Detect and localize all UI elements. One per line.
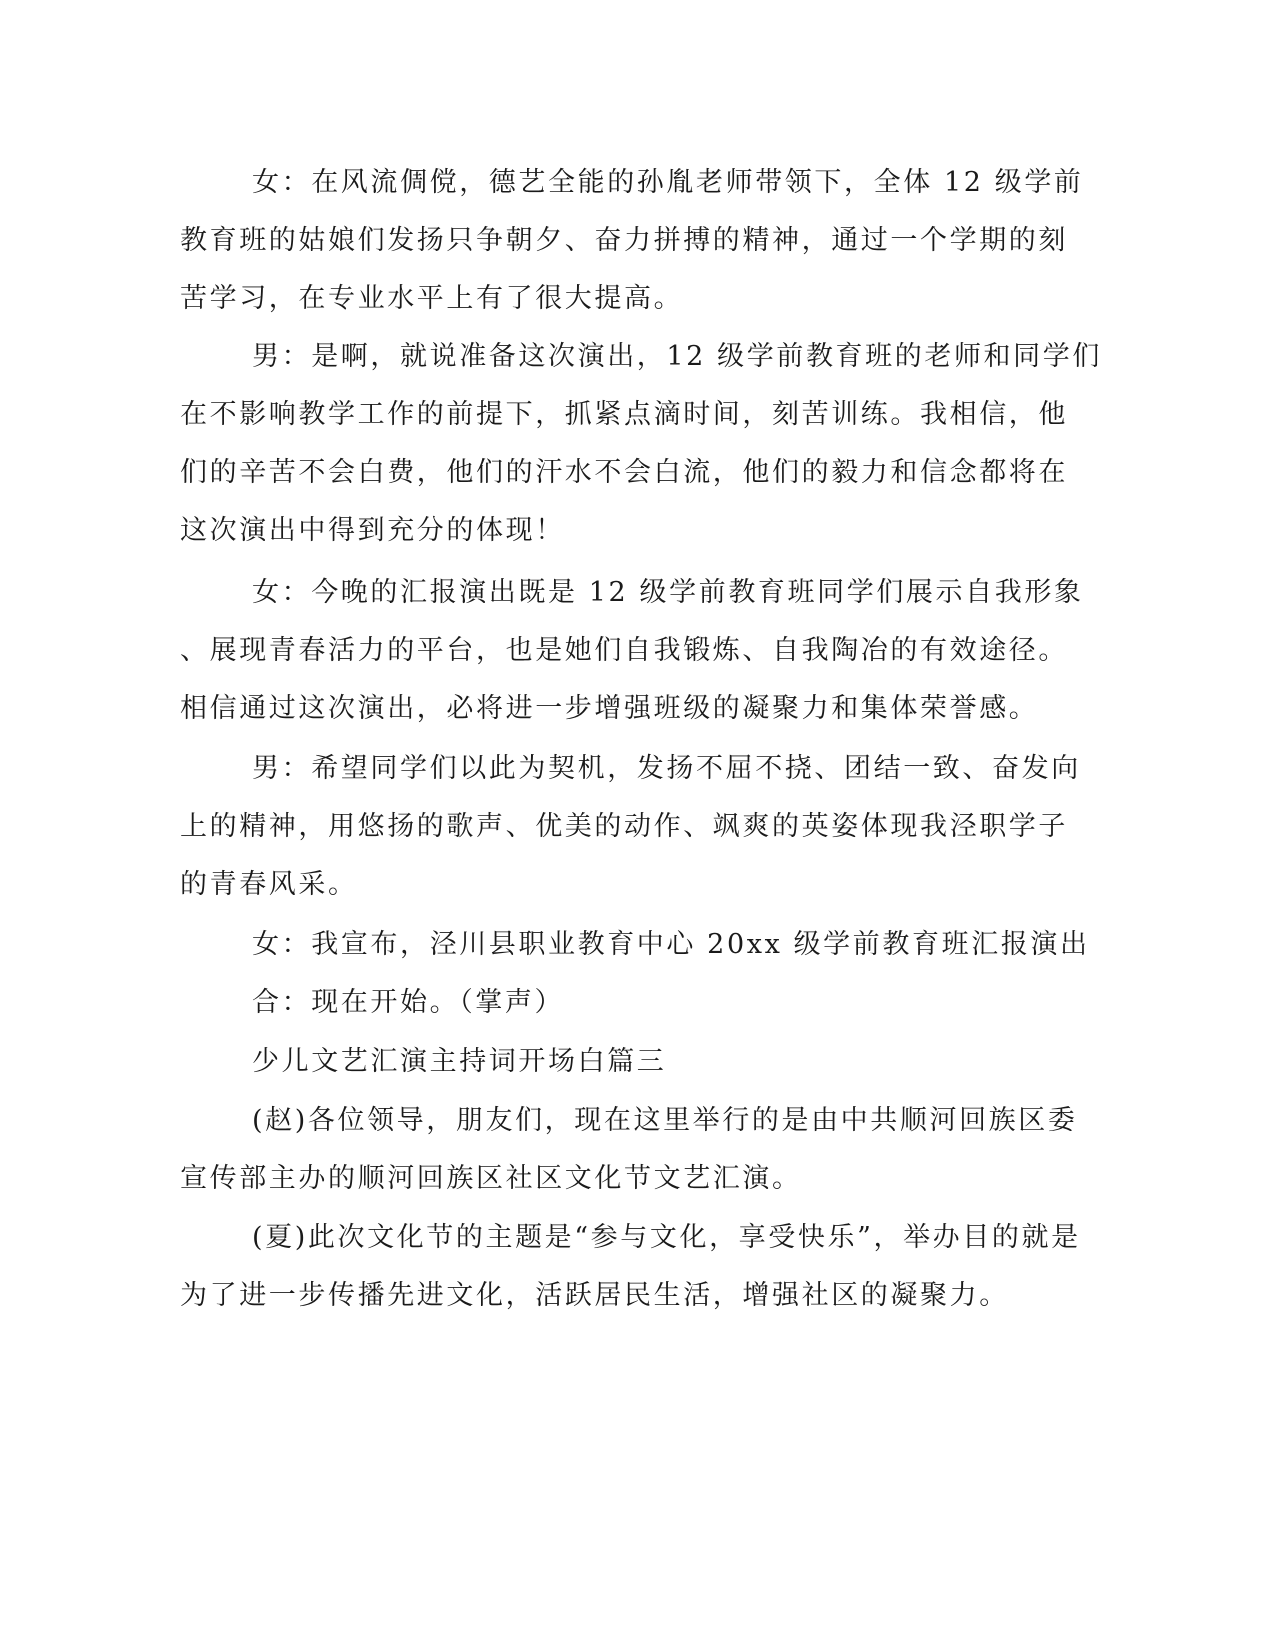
paragraph-line: 这次演出中得到充分的体现！ — [180, 515, 565, 546]
paragraph-line: (赵)各位领导，朋友们，现在这里举行的是由中共顺河回族区委 — [252, 1105, 1078, 1136]
paragraph-line: 女：我宣布，泾川县职业教育中心 20xx 级学前教育班汇报演出 — [252, 929, 1090, 960]
paragraph-line: 女：在风流倜傥，德艺全能的孙胤老师带领下，全体 12 级学前 — [252, 167, 1084, 198]
paragraph-line: 、展现青春活力的平台，也是她们自我锻炼、自我陶冶的有效途径。 — [180, 635, 1068, 666]
paragraph-line: 在不影响教学工作的前提下，抓紧点滴时间，刻苦训练。我相信，他 — [180, 399, 1068, 430]
paragraph-line: 教育班的姑娘们发扬只争朝夕、奋力拼搏的精神，通过一个学期的刻 — [180, 225, 1068, 256]
paragraph-line: 女：今晚的汇报演出既是 12 级学前教育班同学们展示自我形象 — [252, 577, 1084, 608]
paragraph-line: 男：希望同学们以此为契机，发扬不屈不挠、团结一致、奋发向 — [252, 753, 1081, 784]
paragraph-line: 相信通过这次演出，必将进一步增强班级的凝聚力和集体荣誉感。 — [180, 693, 1039, 724]
paragraph-line: 苦学习，在专业水平上有了很大提高。 — [180, 283, 684, 314]
paragraph-line: 上的精神，用悠扬的歌声、优美的动作、飒爽的英姿体现我泾职学子 — [180, 811, 1068, 842]
paragraph-line: 宣传部主办的顺河回族区社区文化节文艺汇演。 — [180, 1163, 802, 1194]
section-heading: 少儿文艺汇演主持词开场白篇三 — [252, 1046, 667, 1077]
paragraph-line: 的青春风采。 — [180, 869, 358, 900]
paragraph-line: (夏)此次文化节的主题是“参与文化，享受快乐”，举办目的就是 — [252, 1222, 1081, 1253]
paragraph-line: 男：是啊，就说准备这次演出，12 级学前教育班的老师和同学们 — [252, 341, 1102, 372]
paragraph-line: 们的辛苦不会白费，他们的汗水不会白流，他们的毅力和信念都将在 — [180, 457, 1068, 488]
paragraph-line: 为了进一步传播先进文化，活跃居民生活，增强社区的凝聚力。 — [180, 1280, 1009, 1311]
paragraph-line: 合：现在开始。（掌声） — [252, 987, 565, 1018]
